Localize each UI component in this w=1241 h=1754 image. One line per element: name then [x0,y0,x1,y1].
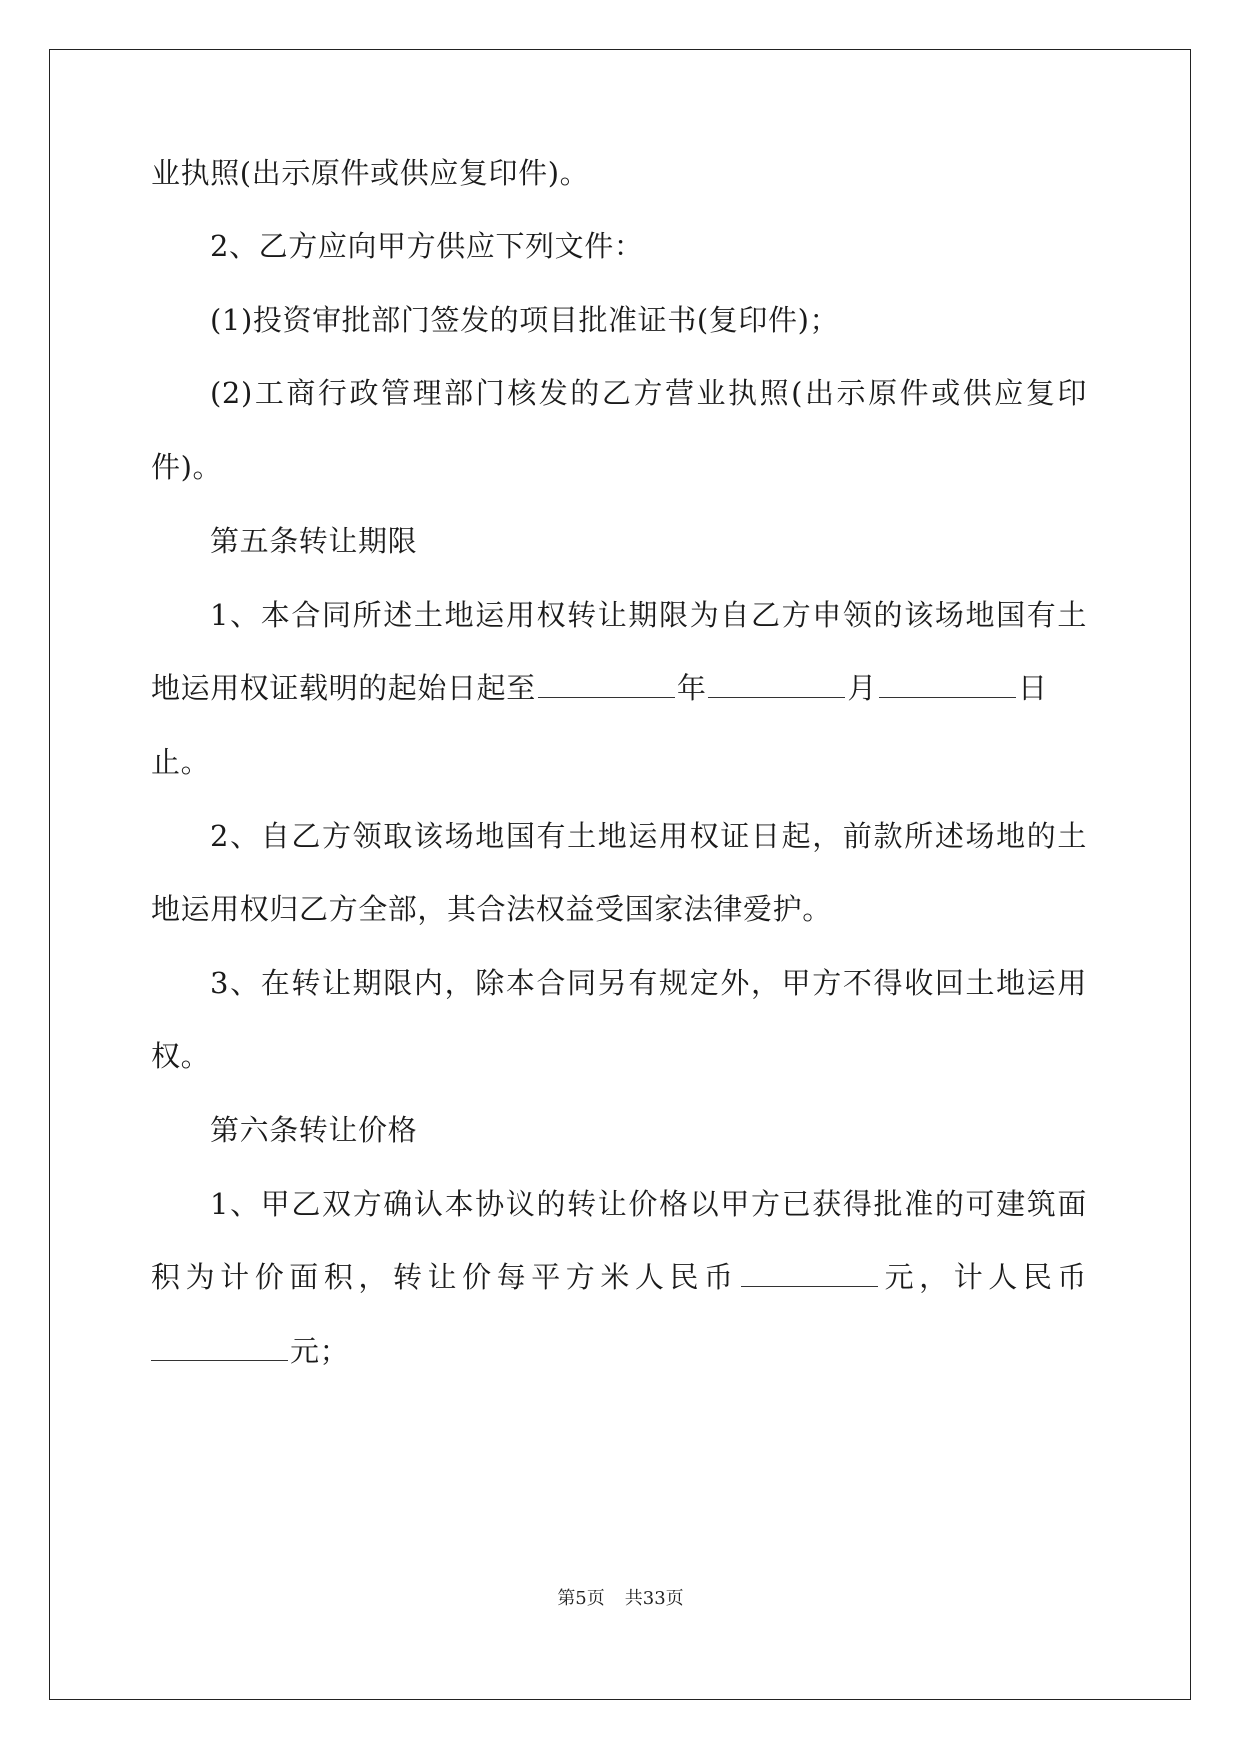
text-line: 2、自乙方领取该场地国有土地运用权证日起，前款所述场地的土 [210,819,1087,853]
blank-field-day [879,671,1016,698]
text-fragment: 年 [676,671,707,705]
text-line: 2、乙方应向甲方供应下列文件： [210,229,644,263]
text-line: 地运用权归乙方全部，其合法权益受国家法律爱护。 [151,892,832,926]
text-fragment: 日 [1018,671,1048,705]
page-footer [0,1584,1241,1610]
text-line-with-blanks [151,1331,1087,1371]
blank-field-total-price [151,1334,288,1361]
text-line: (1)投资审批部门签发的项目批准证书(复印件)； [210,303,840,337]
text-line: (2)工商行政管理部门核发的乙方营业执照(出示原件或供应复印 [210,376,1087,410]
blank-field-year [538,671,675,698]
text-line-with-blanks [151,1257,1087,1297]
text-line: 业执照(出示原件或供应复印件)。 [151,156,590,190]
text-line: 件)。 [151,450,223,484]
text-fragment: 元，计人民币 [879,1260,1087,1294]
text-fragment: 地运用权证载明的起始日起至 [151,671,536,705]
blank-field-month [708,671,845,698]
text-line: 权。 [151,1039,211,1073]
text-fragment: 积为计价面积，转让价每平方米人民币 [151,1260,739,1294]
text-line-with-blanks [151,668,1087,708]
section-heading: 第六条转让价格 [210,1113,418,1147]
text-line: 止。 [151,745,211,779]
section-heading: 第五条转让期限 [210,524,418,558]
page-total: 共33页 [624,1588,684,1609]
text-line: 1、甲乙双方确认本协议的转让价格以甲方已获得批准的可建筑面 [210,1187,1087,1221]
text-line: 3、在转让期限内，除本合同另有规定外，甲方不得收回土地运用 [210,966,1087,1000]
page-number: 第5页 [557,1588,605,1609]
blank-field-unit-price [741,1260,878,1287]
text-fragment: 元； [290,1334,350,1368]
text-fragment: 月 [847,671,878,705]
page-border [49,49,1191,1700]
text-line: 1、本合同所述土地运用权转让期限为自乙方申领的该场地国有土 [210,598,1087,632]
